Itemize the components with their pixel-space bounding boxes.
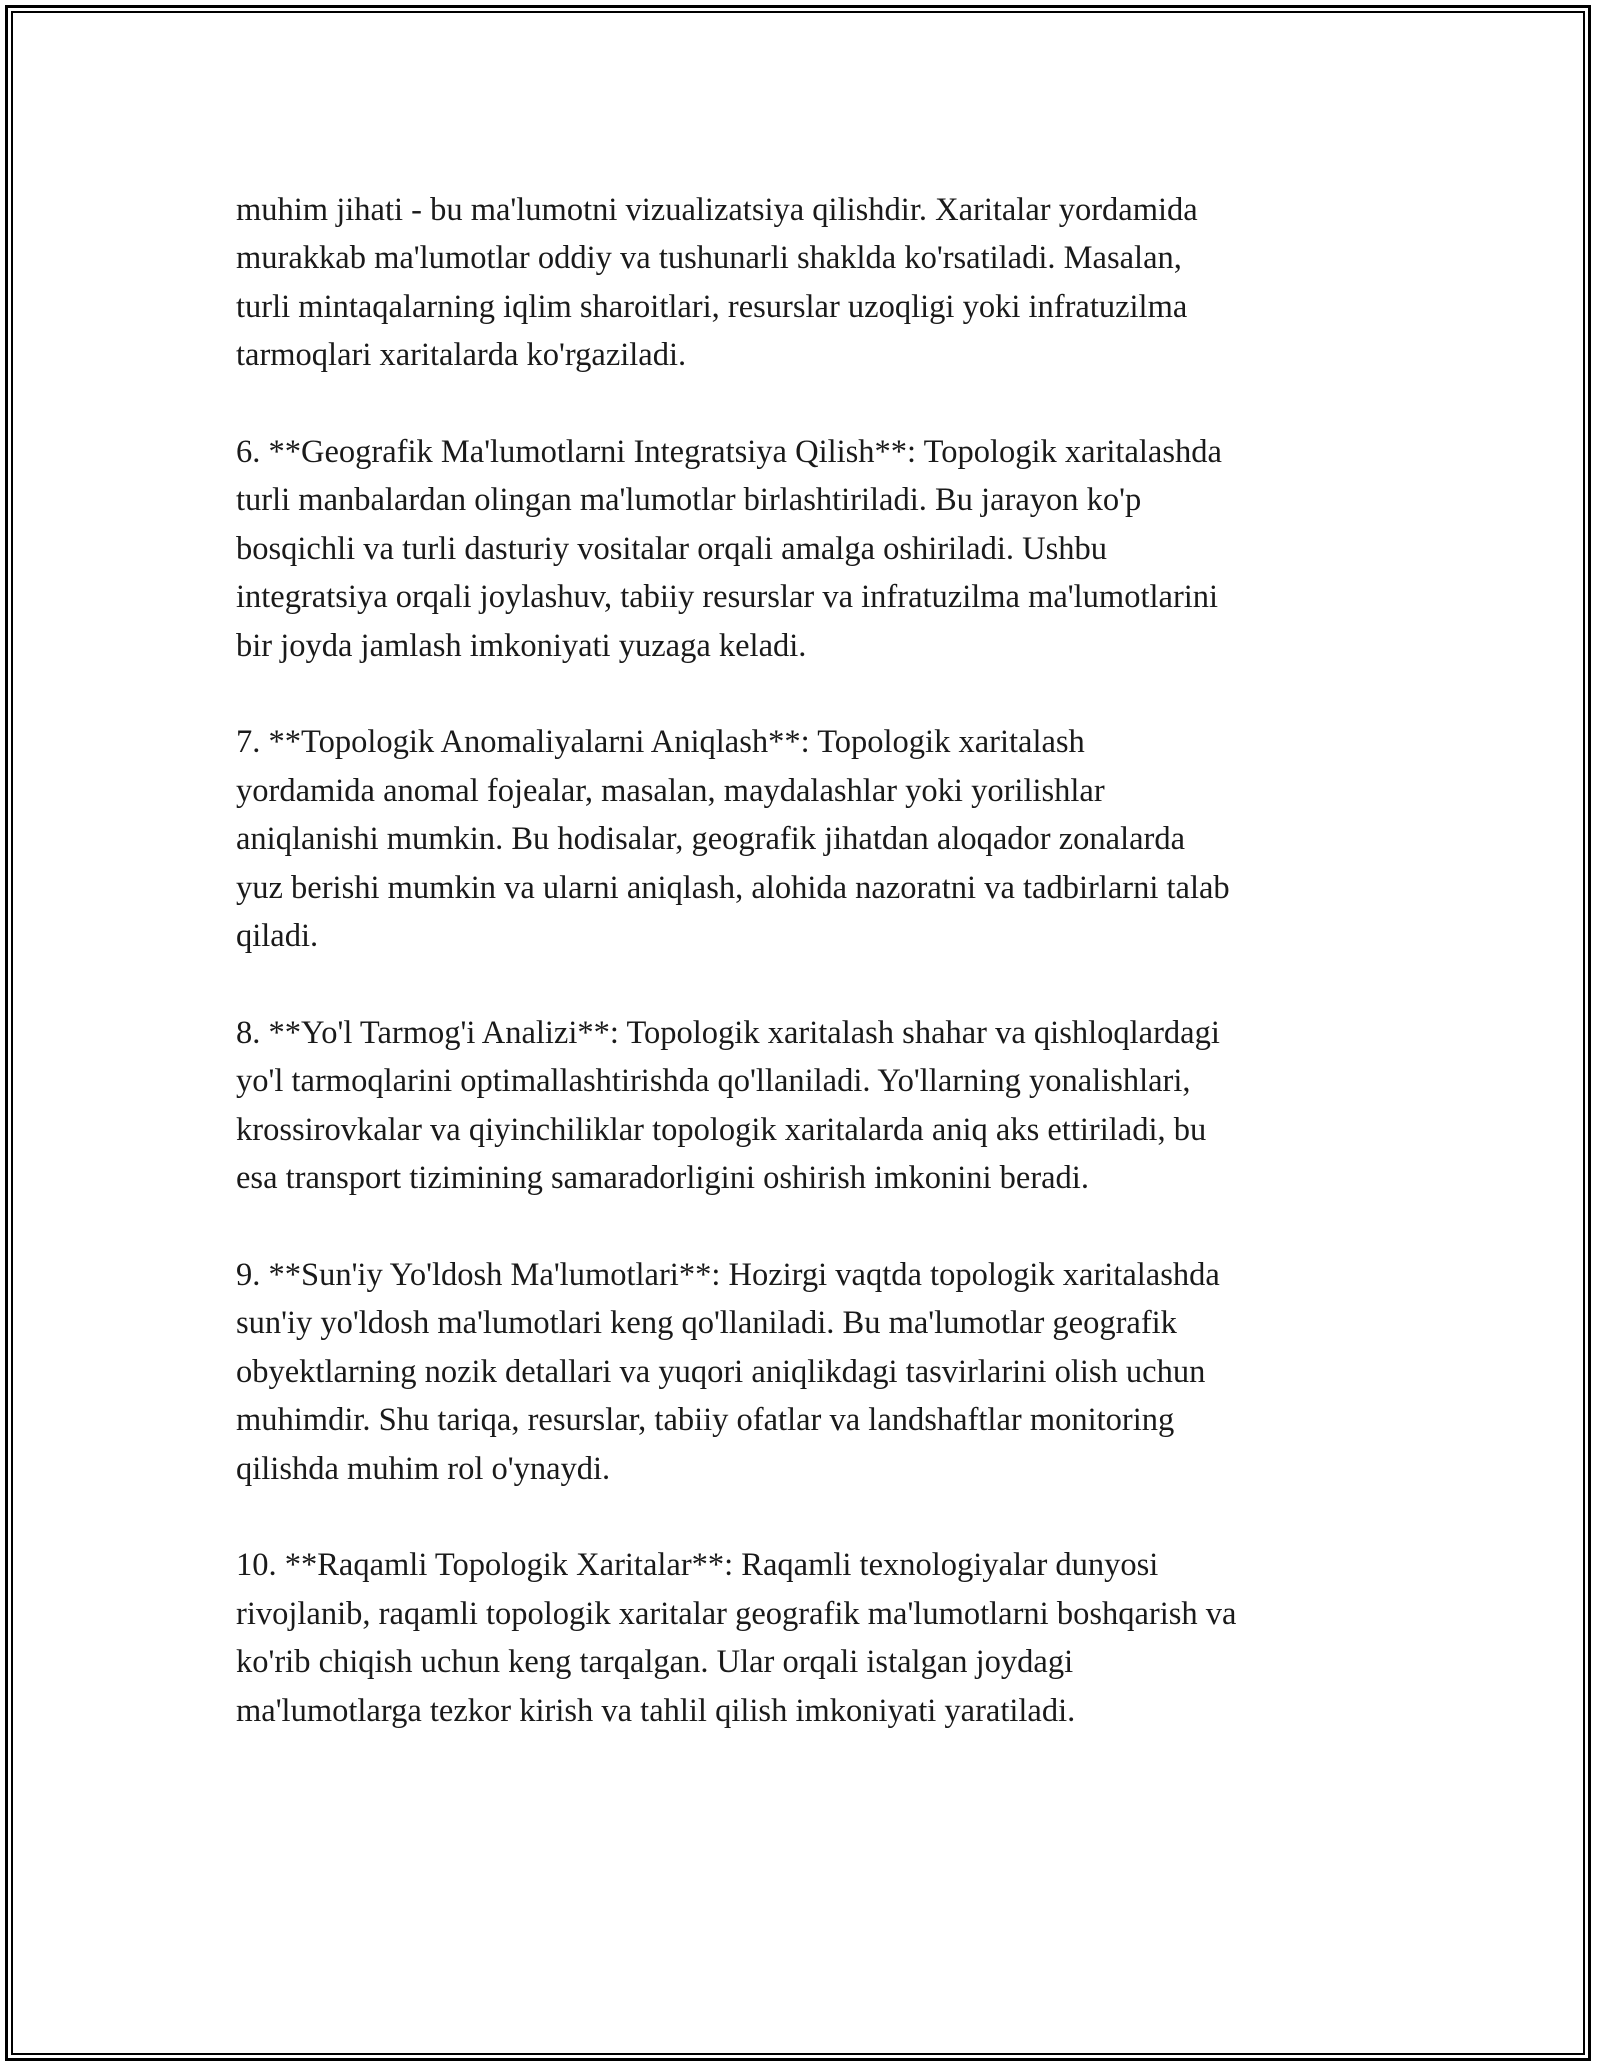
paragraph-intro-continuation: muhim jihati - bu ma'lumotni vizualizatsiya qilishdir. Xaritalar yordamida murakkab ma'lumotlar oddiy va tushunarli shaklda ko'rsatiladi. Masalan, turli mintaqalarning iqlim sharoitlari, resurslar uzoqligi yoki infratuzilma tarmoqlari xaritalarda ko'rgaziladi. [236,192,1198,374]
paragraph-item-10: 10. **Raqamli Topologik Xaritalar**: Raqamli texnologiyalar dunyosi rivojlanib, raqamli topologik xaritalar geografik ma'lumotlarni boshqarish va ko'rib chiqish uchun keng tarqalgan. Ular orqali istalgan joydagi ma'lumotlarga tezkor kirish va tahlil qilish imkoniyati yaratiladi. [236,1547,1237,1729]
document-body [236,186,1376,1783]
paragraph-item-7: 7. **Topologik Anomaliyalarni Aniqlash**: Topologik xaritalash yordamida anomal fojealar, masalan, maydalashlar yoki yorilishlar aniqlanishi mumkin. Bu hodisalar, geografik jihatdan aloqador zonalarda yuz berishi mumkin va ularni aniqlash, alohida nazoratni va tadbirlarni talab qiladi. [236,724,1230,955]
paragraph-item-9: 9. **Sun'iy Yo'ldosh Ma'lumotlari**: Hozirgi vaqtda topologik xaritalashda sun'iy yo'ldosh ma'lumotlari keng qo'llaniladi. Bu ma'lumotlar geografik obyektlarning nozik detallari va yuqori aniqlikdagi tasvirlarini olish uchun muhimdir. Shu tariqa, resurslar, tabiiy ofatlar va landshaftlar monitoring qilishda muhim rol o'ynaydi. [236,1256,1220,1487]
paragraph-item-8: 8. **Yo'l Tarmog'i Analizi**: Topologik xaritalash shahar va qishloqlardagi yo'l tarmoqlarini optimallashtirishda qo'llaniladi. Yo'llarning yonalishlari, krossirovkalar va qiyinchiliklar topologik xaritalarda aniq aks ettiriladi, bu esa transport tizimining samaradorligini oshirish imkonini beradi. [236,1014,1220,1197]
paragraph-item-6: 6. **Geografik Ma'lumotlarni Integratsiya Qilish**: Topologik xaritalashda turli manbalardan olingan ma'lumotlar birlashtiriladi. Bu jarayon ko'p bosqichli va turli dasturiy vositalar orqali amalga oshiriladi. Ushbu integratsiya orqali joylashuv, tabiiy resurslar va infratuzilma ma'lumotlarini bir joyda jamlash imkoniyati yuzaga keladi. [236,434,1222,664]
